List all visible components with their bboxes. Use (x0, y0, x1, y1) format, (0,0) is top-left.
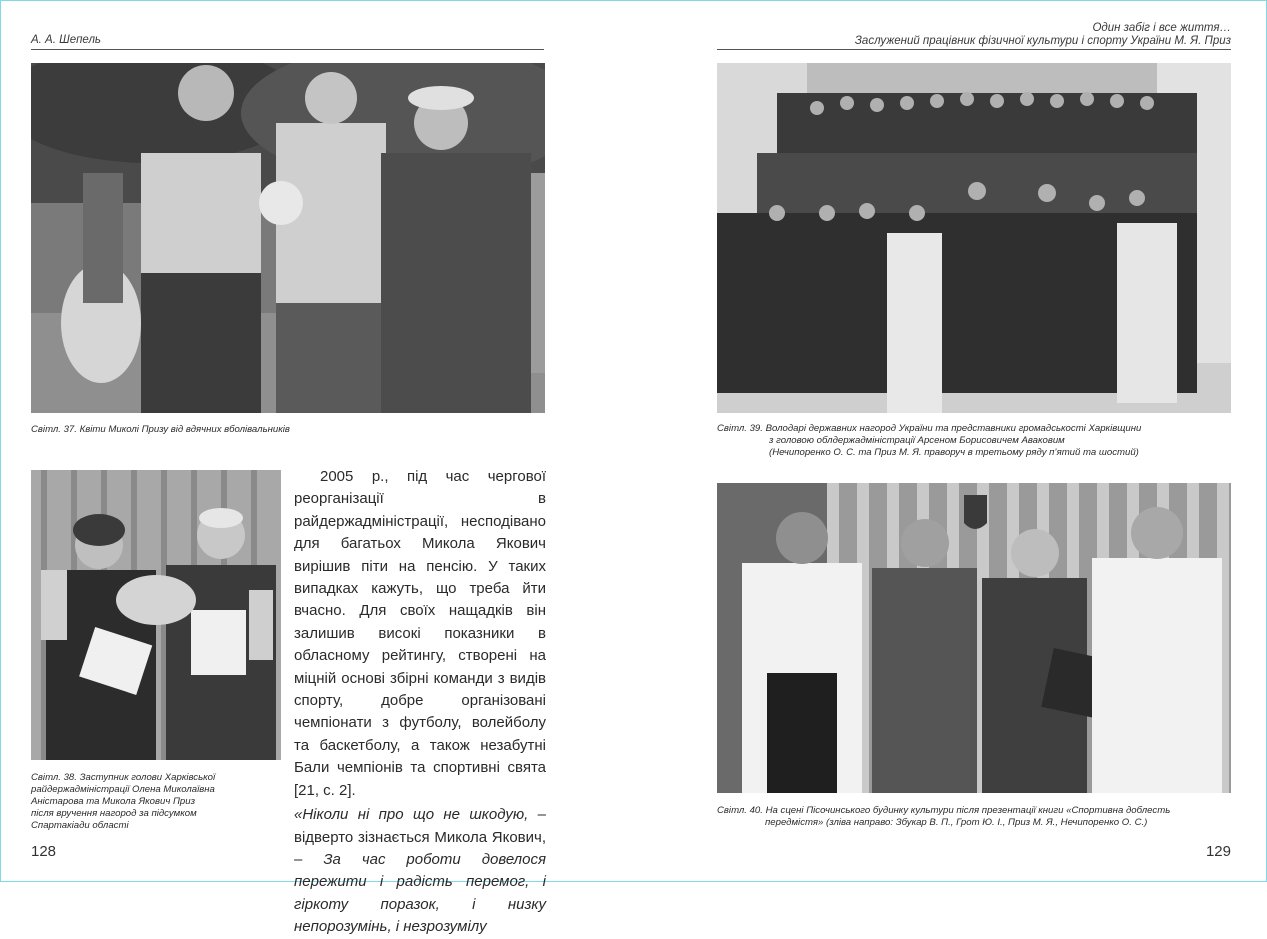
photo-40-caption (717, 805, 1231, 829)
photo-39-group (717, 63, 1231, 413)
quote-italic-continued: За час роботи довелося пережити і радість перемог, і гіркоту поразок, і низку непорозумінь, і незрозумілу (294, 850, 546, 936)
quote-paragraph (294, 804, 546, 938)
photo-37-flowers (31, 63, 545, 413)
left-page (0, 0, 633, 936)
photo-38-caption (31, 772, 281, 832)
photo-38-award (31, 470, 281, 760)
caption-line: Світл. 38. Заступник голови Харківської (31, 772, 216, 783)
caption-line: з головою облдержадміністрації Арсеном Борисовичем Аваковим (769, 435, 1065, 446)
caption-line: райдержадміністрації Олена Миколаївна (31, 784, 215, 795)
photo-39-caption (717, 423, 1231, 459)
running-head-title: Один забіг і все життя… (1092, 22, 1231, 34)
quote-attribution: – відверто зізнається Микола Якович, – (294, 806, 546, 868)
page-number-right: 129 (1205, 843, 1231, 860)
caption-line: Світл. 39. Володарі державних нагород України та представники громадськості Харківщини (717, 423, 1142, 434)
photo-40-stage (717, 483, 1231, 793)
body-text (294, 466, 546, 939)
page-number-left: 128 (31, 843, 57, 860)
quote-italic-start: «Ніколи ні про що не шкодую, (294, 806, 529, 824)
right-page (633, 0, 1267, 882)
running-head-right (855, 22, 1231, 48)
caption-line: (Нечипоренко О. С. та Приз М. Я. праворуч в третьому ряду п’ятий та шостий) (769, 447, 1139, 458)
running-head-subtitle: Заслужений працівник фізичної культури і спорту України М. Я. Приз (854, 35, 1231, 47)
caption-line: Аністарова та Микола Якович Приз (31, 796, 196, 807)
caption-line: Спартакіади області (31, 820, 129, 831)
header-rule-left (31, 49, 544, 50)
caption-line: передмістя» (зліва направо: Збукар В. П., Грот Ю. І., Приз М. Я., Нечипоренко О. С.) (765, 817, 1148, 828)
running-head-left: А. А. Шепель (31, 34, 101, 46)
photo-37-caption: Світл. 37. Квіти Миколі Призу від вдячних вболівальників (31, 424, 290, 435)
header-rule-right (717, 49, 1231, 50)
caption-line: Світл. 40. На сцені Пісочинського будинку культури після презентації книги «Спортивна доблесть (717, 805, 1171, 816)
body-paragraph: 2005 р., під час чергової реорганізації в райдержадміністрації, несподівано для багатьох Микола Якович вирішив піти на пенсію. У таких випадках кажуть, що треба йти вчасно. Для своїх нащадків він залишив високі показники в обласному рейтингу, створені на міцній основі збірні команди з видів спорту, добре організовані чемпіонати з футболу, волейболу та баскетболу, а також незабутні Бали чемпіонів та спортивні свята [21, с. 2]. (294, 468, 546, 799)
caption-line: після вручення нагород за підсумком (31, 808, 197, 819)
